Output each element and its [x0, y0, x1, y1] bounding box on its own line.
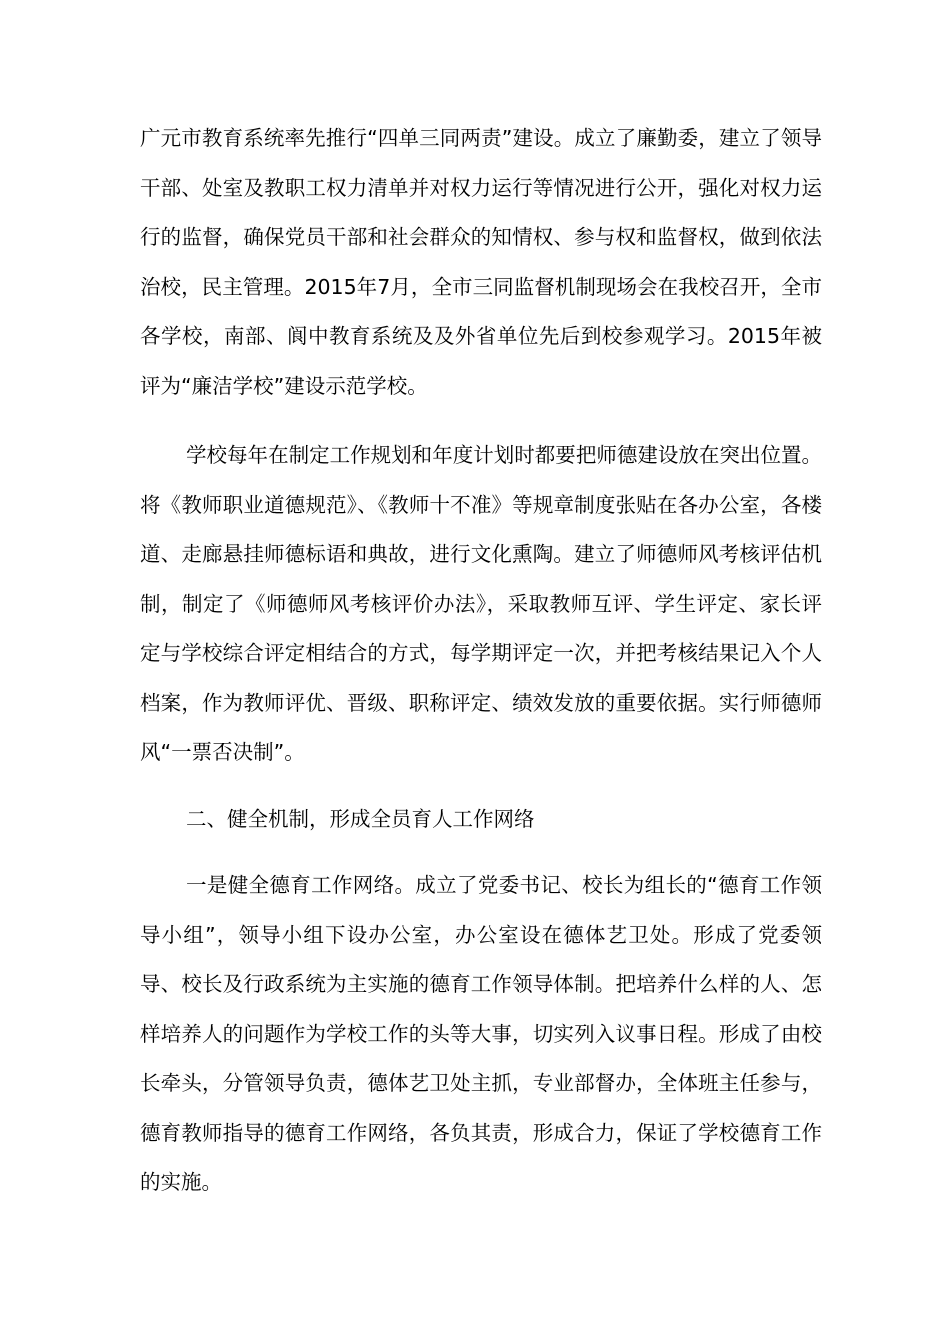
section-heading — [140, 795, 822, 845]
paragraph-teacher-ethics — [140, 431, 822, 778]
paragraph-moral-education-network — [140, 861, 822, 1208]
paragraph-text: 学校每年在制定工作规划和年度计划时都要把师德建设放在突出位置。将《教师职业道德规范》、《教师十不准》等规章制度张贴在各办公室，各楼道、走廊悬挂师德标语和典故，进行文化熏陶。建立了师德师风考核评估机制，制定了《师德师风考核评价办法》，采取教师互评、学生评定、家长评定与学校综合评定相结合的方式，每学期评定一次，并把考核结果记入个人档案，作为教师评优、晋级、职称评定、绩效发放的重要依据。实行师德师风“一票否决制”。 — [140, 443, 822, 764]
section-heading-text: 二、健全机制，形成全员育人工作网络 — [186, 807, 535, 831]
paragraph-text: 广元市教育系统率先推行“四单三同两责”建设。成立了廉勤委，建立了领导干部、处室及教职工权力清单并对权力运行等情况进行公开，强化对权力运行的监督，确保党员干部和社会群众的知情权、参与权和监督权，做到依法治校，民主管理。2015年7月，全市三同监督机制现场会在我校召开，全市各学校，南部、阆中教育系统及及外省单位先后到校参观学习。2015年被评为“廉洁学校”建设示范学校。 — [140, 126, 822, 398]
paragraph-clean-governance — [140, 114, 822, 411]
paragraph-text: 一是健全德育工作网络。成立了党委书记、校长为组长的“德育工作领导小组”，领导小组下设办公室，办公室设在德体艺卫处。形成了党委领导、校长及行政系统为主实施的德育工作领导体制。把培养什么样的人、怎样培养人的问题作为学校工作的头等大事，切实列入议事日程。形成了由校长牵头，分管领导负责，德体艺卫处主抓，专业部督办，全体班主任参与，德育教师指导的德育工作网络，各负其责，形成合力，保证了学校德育工作的实施。 — [140, 873, 822, 1194]
